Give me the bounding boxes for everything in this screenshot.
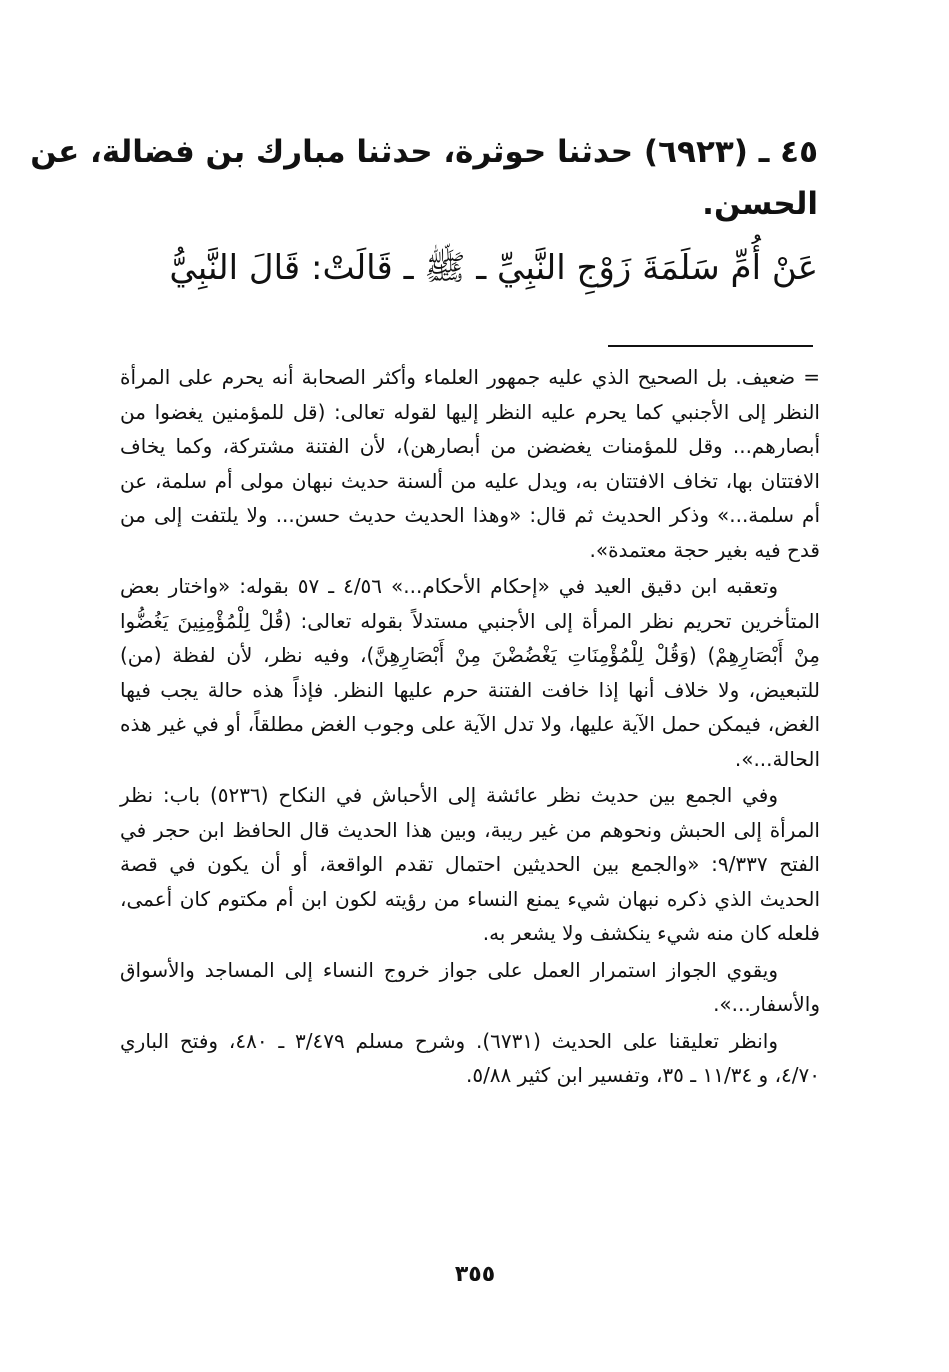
footnote-paragraph: = ضعيف. بل الصحيح الذي عليه جمهور العلماء وأكثر الصحابة أنه يحرم على المرأة النظر إلى الأجنبي كما يحرم عليه النظر إليها لقوله تعالى: (قل للمؤمنين يغضوا من أبصارهم... وقل للمؤمنات يغضضن من أبصارهن)، لأن الفتنة مشتركة، وكما يخاف الافتتان بها، تخاف الافتتان به، ويدل عليه من ألسنة حديث نبهان مولى أم سلمة، عن أم سلمة...» وذكر الحديث ثم قال: «وهذا الحديث حديث حسن... ولا يلتفت إلى من قدح فيه بغير حجة معتمدة». xyxy=(120,365,820,562)
footnotes-block xyxy=(120,360,820,1095)
hadith-matn: عَنْ أُمِّ سَلَمَةَ زَوْجِ النَّبِيِّ ـ ﷺ ـ قَالَتْ: قَالَ النَّبِيُّ xyxy=(169,248,818,288)
footnote-separator xyxy=(608,345,813,347)
footnote-paragraph: ويقوي الجواز استمرار العمل على جواز خروج النساء إلى المساجد والأسواق والأسفار...». xyxy=(120,957,820,1016)
footnote-paragraph: وتعقبه ابن دقيق العيد في «إحكام الأحكام...» ٤/٥٦ ـ ٥٧ بقوله: «واختار بعض المتأخرين تحريم نظر المرأة إلى الأجنبي مستدلاً بقوله تعالى: (قُلْ لِلْمُؤْمِنِينَ يَغُضُّوا مِنْ أَبْصَارِهِمْ) (وَقُلْ لِلْمُؤْمِنَاتِ يَغْضُضْنَ مِنْ أَبْصَارِهِنَّ)، وفيه نظر، لأن لفظة (من) للتبعيض، ولا خلاف أنها إذا خافت الفتنة حرم عليها النظر. فإذاً هذه حالة يجب فيها الغض، فيمكن حمل الآية عليها، ولا تدل الآية على وجوب الغض مطلقاً، أو في غير هذه الحالة...». xyxy=(120,574,820,771)
hadith-isnad-line-1: ٤٥ ـ (٦٩٢٣) حدثنا حوثرة، حدثنا مبارك بن فضالة، عن xyxy=(30,134,818,170)
hadith-isnad-line-2: الحسن. xyxy=(702,186,818,222)
footnote-paragraph: وفي الجمع بين حديث نظر عائشة إلى الأحباش في النكاح (٥٢٣٦) باب: نظر المرأة إلى الحبش ونحوهم من غير ريبة، وبين هذا الحديث قال الحافظ ابن حجر في الفتح ٩/٣٣٧: «والجمع بين الحديثين احتمال تقدم الواقعة، أو أن يكون في قصة الحديث الذي ذكره نبهان شيء يمنع النساء من رؤيته لكون ابن أم مكتوم كان أعمى، فلعله كان منه شيء ينكشف ولا يشعر به. xyxy=(120,783,820,945)
footnote-paragraph: وانظر تعليقنا على الحديث (٦٧٣١). وشرح مسلم ٣/٤٧٩ ـ ٤٨٠، وفتح الباري ٤/٧٠، و ١١/٣٤ ـ ٣٥، وتفسير ابن كثير ٥/٨٨. xyxy=(120,1028,820,1087)
page-number: ٣٥٥ xyxy=(454,1262,496,1287)
